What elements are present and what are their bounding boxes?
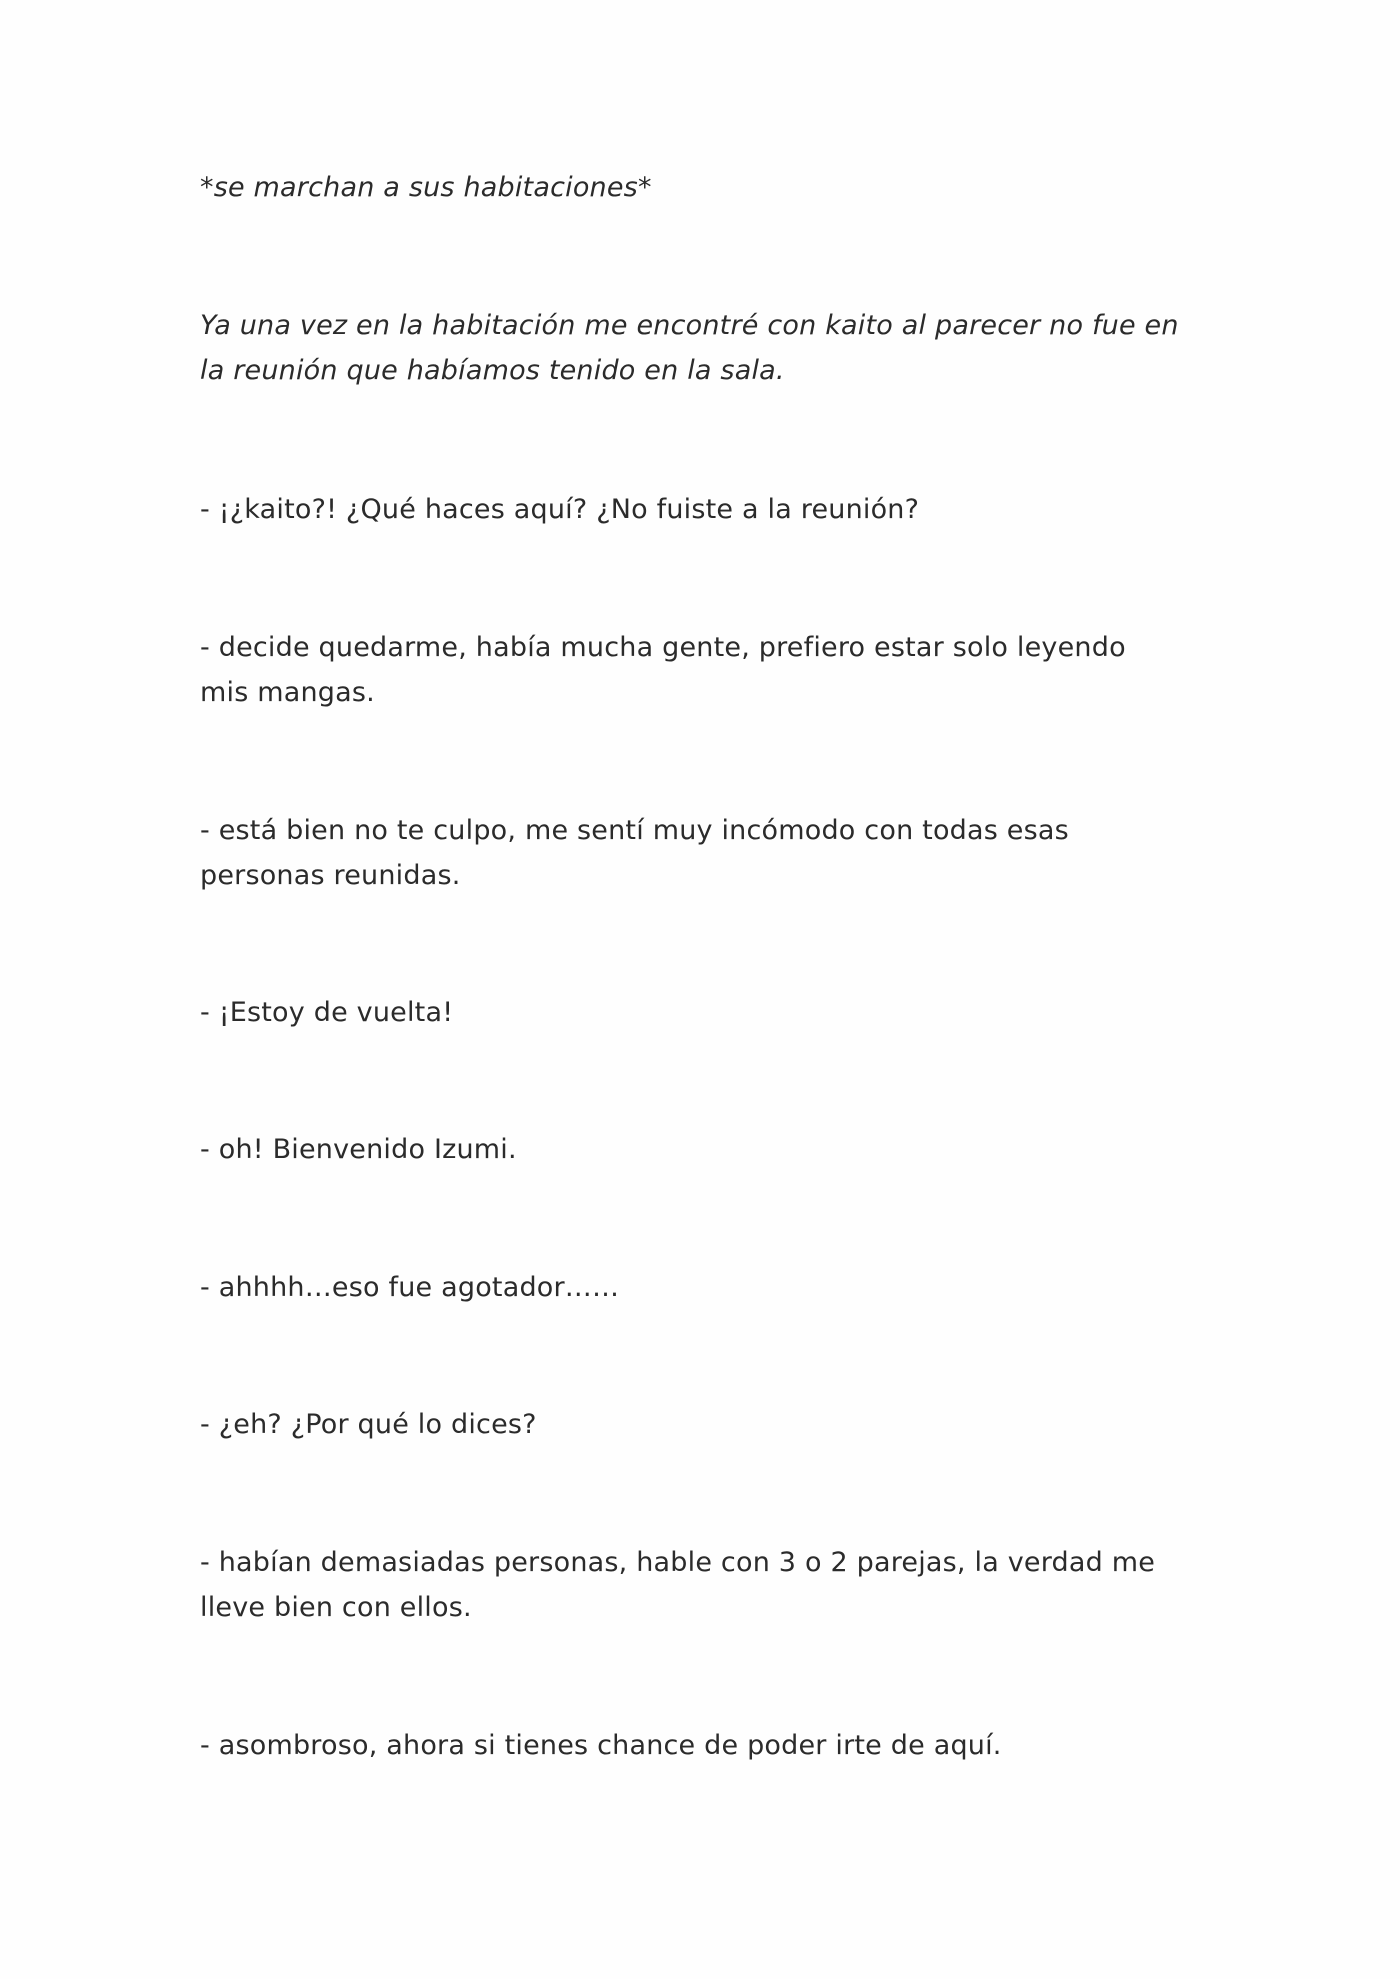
narration-paragraph: Ya una vez en la habitación me encontré con kaito al parecer no fue en la reunión que habíamos tenido en la sala. [200, 310, 1179, 386]
dialogue-line: - asombroso, ahora si tienes chance de poder irte de aquí. [200, 1730, 1002, 1761]
dialogue-line: - oh! Bienvenido Izumi. [200, 1134, 517, 1165]
dialogue-line: - decide quedarme, había mucha gente, prefiero estar solo leyendo mis mangas. [200, 632, 1126, 708]
dialogue-line: - ahhhh…eso fue agotador…… [200, 1272, 620, 1303]
dialogue-line: - está bien no te culpo, me sentí muy incómodo con todas esas personas reunidas. [200, 815, 1069, 891]
dialogue-line: - ¡Estoy de vuelta! [200, 997, 454, 1028]
dialogue-line: - habían demasiadas personas, hable con 3 o 2 parejas, la verdad me lleve bien con ellos. [200, 1547, 1156, 1623]
dialogue-line: - ¿eh? ¿Por qué lo dices? [200, 1409, 537, 1440]
dialogue-line: - ¡¿kaito?! ¿Qué haces aquí? ¿No fuiste a la reunión? [200, 494, 920, 525]
narration-stage-direction: *se marchan a sus habitaciones* [200, 172, 652, 203]
